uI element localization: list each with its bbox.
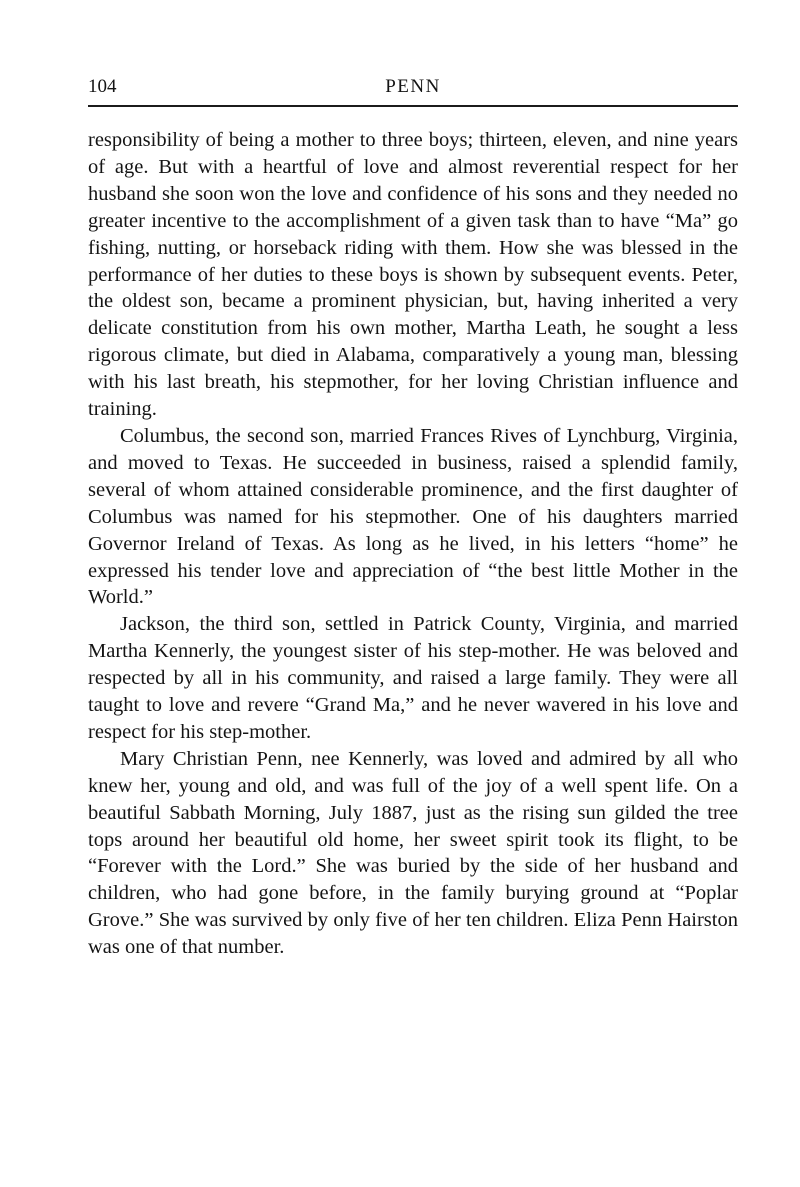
book-page [88,70,738,959]
header-rule [88,105,738,107]
paragraph-mary-christian-penn: Mary Christian Penn, nee Kennerly, was loved and admired by all who knew her, young and old, and was full of the joy of a well spent life. On a beautiful Sabbath Morning, July 1887, just as the rising sun gilded the tree tops around her beautiful old home, her sweet spirit took its flight, to be “Forever with the Lord.” She was buried by the side of her husband and children, who had gone before, in the family burying ground at “Poplar Grove.” She was survived by only five of her ten children. Eliza Penn Hairston was one of that number. [88,747,738,959]
paragraph-continued: responsibility of being a mother to three boys; thirteen, eleven, and nine years of age. But with a heartful of love and almost reverential respect for her husband she soon won the love and confidence of his sons and they needed no greater incentive to the accomplishment of a given task than to have “Ma” go fishing, nutting, or horseback riding with them. How she was blessed in the performance of her duties to these boys is shown by subsequent events. Peter, the oldest son, became a prominent physician, but, having inherited a very delicate constitution from his own mother, Martha Leath, he sought a less rigorous climate, but died in Alabama, comparatively a young man, blessing with his last breath, his stepmother, for her loving Christian influence and training. [88,129,738,421]
page-header [88,70,738,100]
body-text [88,127,738,961]
running-title: PENN [385,76,441,97]
paragraph-jackson: Jackson, the third son, settled in Patrick County, Virginia, and married Martha Kennerly, the youngest sister of his step-mother. He was beloved and respected by all in his community, and raised a large family. They were all taught to love and revere “Grand Ma,” and he never wavered in his love and respect for his step-mother. [88,613,738,743]
page-number: 104 [88,76,117,97]
paragraph-columbus: Columbus, the second son, married Frances Rives of Lynchburg, Virginia, and moved to Texas. He succeeded in business, raised a splendid family, several of whom attained considerable prominence, and the first daughter of Columbus was named for his stepmother. One of his daughters married Governor Ireland of Texas. As long as he lived, in his letters “home” he expressed his tender love and appreciation of “the best little Mother in the World.” [88,424,738,609]
